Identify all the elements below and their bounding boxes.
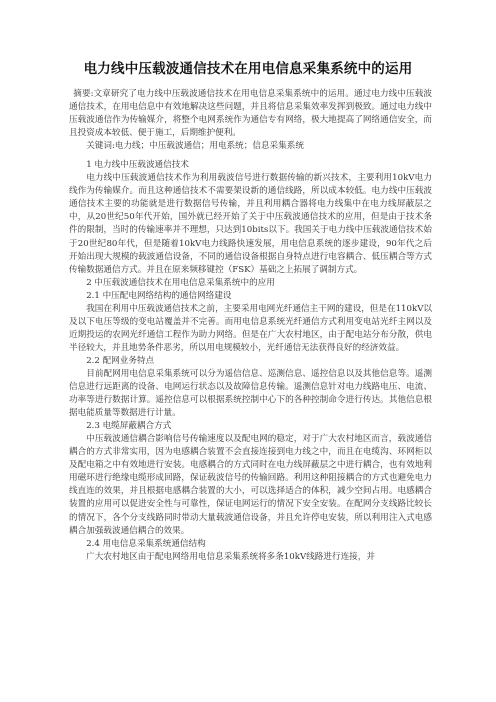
subsection-heading: 2.2 配网业务特点 bbox=[86, 355, 155, 366]
section-heading: 1 电力线中压载波通信技术 bbox=[86, 160, 189, 171]
paper-title: 电力线中压载波通信技术在用电信息采集系统中的运用 bbox=[83, 61, 413, 77]
body-paragraph: 电力线中压载波通信技术作为利用载波信号进行数据传输的新兴技术，主要利用10kV电力线作为传输媒介。而且这种通信技术不需要架设新的通信线路，所以成本较低。电力线中压载波通信技术主要的功能就是进行数据信号传输，并且利用耦合器将电力线集中在电力线屏蔽层之中，从20世纪50年代开始，国外就已经开始了关于中压载波通信技术的应用，但是由于技术条件的限制，当时的传输速率并不理想，只达到10bits以下。我国关于电力线中压载波通信技术始于20世纪80年代，但是随着10kV电力线路快速发展，用电信息系统的逐步建设，90年代之后开始出现大规模的载波通信设备，不同的通信设备根据自身特点进行电容耦合、低压耦合等方式传输数据通信方式。并且在原来频移键控（FSK）基础之上拓展了调制方式。 bbox=[69, 173, 432, 275]
body-paragraph: 广大农村地区由于配电网络用电信息采集系统将多条10kV线路进行连接，并 bbox=[86, 551, 375, 562]
body-paragraph: 我国在利用中压载波通信技术之前，主要采用电网光纤通信主干网的建设，但是在110kV以及以下电压等级的变电站覆盖并不完善。而用电信息系统光纤通信方式利用变电站光纤主网以及近期投运的农网光纤通信工程作为助力网络。但是在广大农村地区，由于配电站分布分散，供电半径较大，并且地势条件恶劣，所以用电规模较小，光纤通信无法获得良好的经济效益。 bbox=[69, 303, 432, 353]
subsection-heading: 2.3 电缆屏蔽耦合方式 bbox=[86, 421, 172, 432]
paper-body bbox=[69, 88, 432, 564]
subsection-heading: 2.1 中压配电网络结构的通信网络建设 bbox=[86, 290, 232, 301]
body-paragraph: 目前配网用电信息采集系统可以分为遥信信息、巡测信息、遥控信息以及其他信息等。遥测信息进行远距离的设备、电网运行状态以及故障信息传输。遥测信息针对电力线路电压、电流、功率等进行数据计算。遥控信息可以根据系统控制中心下的各种控制命令进行传达。其他信息根据电能质量等数据进行计量。 bbox=[69, 368, 432, 419]
keywords-line: 关键词:电力线；中压载波通信；用电系统；信息采集系统 bbox=[86, 141, 304, 152]
subsection-heading: 2.4 用电信息采集系统通信结构 bbox=[86, 538, 206, 549]
section-heading: 2 中压载波通信技术在用电信息采集系统中的应用 bbox=[86, 277, 275, 288]
abstract-paragraph: 摘要:文章研究了电力线中压载波通信技术在用电信息采集系统中的运用。通过电力线中压载波通信技术，在用电信息中有效地解决这些问题，并且将信息采集效率发挥到极致。通过电力线中压载波通信作为传输媒介，将整个电网系统作为通信专有网络，极大地提高了网络通信安全，而且投资成本较低、便于施工，后期维护便利。 bbox=[69, 89, 432, 139]
body-paragraph: 中压载波通信耦合影响信号传输速度以及配电网的稳定，对于广大农村地区而言，载波通信耦合的方式非常实用，因为电感耦合装置不会直接连接到电力线之中，而且在电缆沟、环网柜以及配电箱之中有效地进行安装。电感耦合的方式同时在电力线屏蔽层之中进行耦合，也有效地利用磁环进行绝缘电缆形成回路，保证载波信号的传输回路。利用这种阻接耦合的方式也避免电力线直连的效果，并且根据电感耦合装置的大小，可以选择适合的体积，减少空间占用。电感耦合装置的应用可以促进安全性与可靠性，保证电网运行的情况下安全安装。在配网分支线路比较长的情况下，各个分支线路同时带动大量载波通信设备，并且允许停电安装，所以利用注入式电感耦合加强载波通信耦合的效果。 bbox=[69, 434, 432, 536]
